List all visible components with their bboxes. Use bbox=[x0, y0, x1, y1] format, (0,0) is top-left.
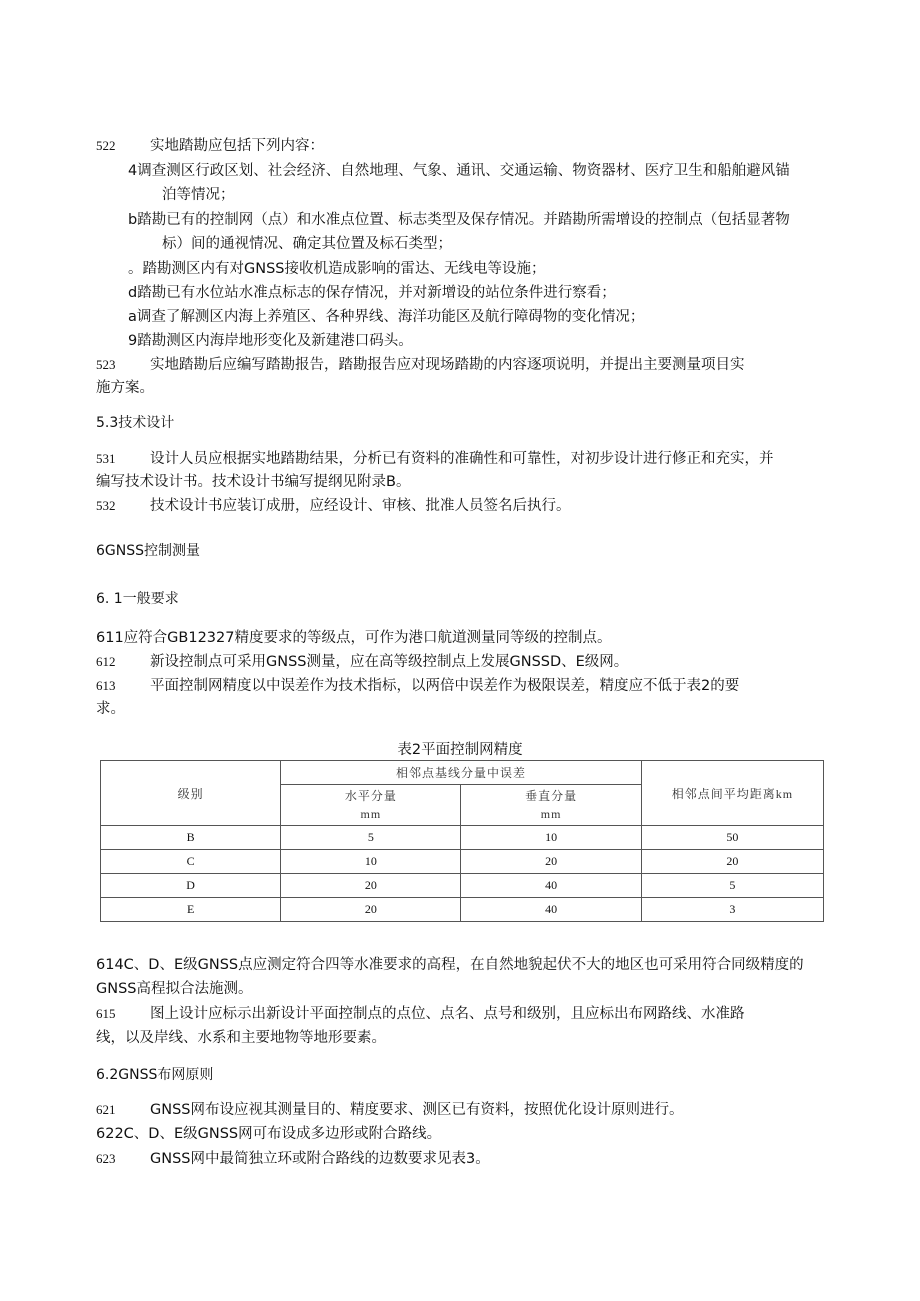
clause-number: 522 bbox=[96, 138, 116, 153]
clause-613-cont: 求。 bbox=[96, 701, 125, 717]
clause-text: GNSS网中最简独立环或附合路线的边数要求见表3。 bbox=[150, 1151, 490, 1167]
cell-horizontal: 20 bbox=[281, 898, 461, 922]
cell-level: B bbox=[101, 826, 281, 850]
clause-623 bbox=[96, 1149, 490, 1169]
cell-horizontal: 10 bbox=[281, 850, 461, 874]
cell-horizontal: 5 bbox=[281, 826, 461, 850]
cell-vertical: 40 bbox=[461, 874, 641, 898]
cell-distance: 5 bbox=[641, 874, 823, 898]
cell-distance: 3 bbox=[641, 898, 823, 922]
item-b-line1: b踏勘已有的控制网（点）和水准点位置、标志类型及保存情况。并踏勘所需增设的控制点（包括显著物 bbox=[128, 212, 790, 228]
clause-text: 实地踏勘后应编写踏勘报告，踏勘报告应对现场踏勘的内容逐项说明，并提出主要测量项目实 bbox=[150, 357, 745, 373]
header-horizontal-label: 水平分量 bbox=[344, 789, 397, 803]
item-a-line1: 4调查测区行政区划、社会经济、自然地理、气象、通讯、交通运输、物资器材、医疗卫生和船舶避风锚 bbox=[128, 163, 790, 179]
table-row bbox=[101, 826, 824, 850]
clause-text: 设计人员应根据实地踏勘结果，分析已有资料的准确性和可靠性，对初步设计进行修正和充实，并 bbox=[150, 451, 774, 467]
cell-distance: 20 bbox=[641, 850, 823, 874]
clause-523-cont: 施方案。 bbox=[96, 380, 154, 396]
section-heading-6-2: 6.2GNSS布网原则 bbox=[96, 1067, 214, 1083]
item-a-line2: 泊等情况； bbox=[162, 187, 235, 203]
clause-611: 611应符合GB12327精度要求的等级点，可作为港口航道测量同等级的控制点。 bbox=[96, 630, 612, 646]
clause-number: 612 bbox=[96, 654, 116, 669]
chapter-heading-6: 6GNSS控制测量 bbox=[96, 543, 201, 559]
table-row bbox=[101, 850, 824, 874]
header-horizontal bbox=[281, 785, 461, 826]
clause-522 bbox=[96, 136, 324, 156]
clause-number: 621 bbox=[96, 1102, 116, 1117]
precision-table bbox=[100, 760, 824, 922]
item-e: a调查了解测区内海上养殖区、各种界线、海洋功能区及航行障碍物的变化情况； bbox=[128, 309, 645, 325]
clause-number: 615 bbox=[96, 1006, 116, 1021]
clause-621 bbox=[96, 1100, 684, 1120]
table-row bbox=[101, 874, 824, 898]
clause-text: GNSS网布设应视其测量目的、精度要求、测区已有资料，按照优化设计原则进行。 bbox=[150, 1102, 684, 1118]
cell-level: C bbox=[101, 850, 281, 874]
item-c: 。踏勘测区内有对GNSS接收机造成影响的雷达、无线电等设施； bbox=[128, 261, 546, 277]
clause-text: 图上设计应标示出新设计平面控制点的点位、点名、点号和级别，且应标出布网路线、水准路 bbox=[150, 1006, 745, 1022]
table-row bbox=[101, 898, 824, 922]
header-vertical-label: 垂直分量 bbox=[525, 789, 578, 803]
clause-532 bbox=[96, 496, 571, 516]
clause-612 bbox=[96, 652, 628, 672]
cell-horizontal: 20 bbox=[281, 874, 461, 898]
clause-523 bbox=[96, 355, 745, 375]
cell-vertical: 10 bbox=[461, 826, 641, 850]
table-caption: 表2平面控制网精度 bbox=[397, 742, 523, 758]
clause-text: 技术设计书应装订成册，应经设计、审核、批准人员签名后执行。 bbox=[150, 498, 571, 514]
cell-distance: 50 bbox=[641, 826, 823, 850]
clause-614: 614C、D、E级GNSS点应测定符合四等水准要求的高程，在自然地貌起伏不大的地区也可采用符合同级精度的 bbox=[96, 957, 804, 973]
clause-number: 623 bbox=[96, 1151, 116, 1166]
clause-number: 523 bbox=[96, 357, 116, 372]
item-b-line2: 标）间的通视情况、确定其位置及标石类型； bbox=[162, 236, 452, 252]
header-horizontal-unit: mm bbox=[360, 807, 382, 821]
clause-number: 532 bbox=[96, 498, 116, 513]
clause-text: 平面控制网精度以中误差作为技术指标，以两倍中误差作为极限误差，精度应不低于表2的要 bbox=[150, 678, 740, 694]
clause-615-cont: 线，以及岸线、水系和主要地物等地形要素。 bbox=[96, 1030, 386, 1046]
cell-level: D bbox=[101, 874, 281, 898]
clause-531-cont: 编写技术设计书。技术设计书编写提纲见附录B。 bbox=[96, 474, 411, 490]
item-d: d踏勘已有水位站水准点标志的保存情况，并对新增设的站位条件进行察看； bbox=[128, 285, 616, 301]
clause-614-cont: GNSS高程拟合法施测。 bbox=[96, 981, 253, 997]
clause-text: 新设控制点可采用GNSS测量，应在高等级控制点上发展GNSSD、E级网。 bbox=[150, 654, 629, 670]
cell-level: E bbox=[101, 898, 281, 922]
clause-615 bbox=[96, 1004, 745, 1024]
cell-vertical: 40 bbox=[461, 898, 641, 922]
header-vertical bbox=[461, 785, 641, 826]
clause-622: 622C、D、E级GNSS网可布设成多边形或附合路线。 bbox=[96, 1126, 442, 1142]
clause-number: 613 bbox=[96, 678, 116, 693]
header-baseline-error: 相邻点基线分量中误差 bbox=[281, 761, 642, 785]
cell-vertical: 20 bbox=[461, 850, 641, 874]
clause-613 bbox=[96, 676, 739, 696]
header-distance: 相邻点间平均距离km bbox=[641, 761, 823, 826]
clause-text: 实地踏勘应包括下列内容： bbox=[150, 138, 324, 154]
header-level: 级别 bbox=[101, 761, 281, 826]
header-vertical-unit: mm bbox=[540, 807, 562, 821]
clause-number: 531 bbox=[96, 451, 116, 466]
section-heading-5-3: 5.3技术设计 bbox=[96, 415, 175, 431]
item-f: 9踏勘测区内海岸地形变化及新建港口码头。 bbox=[128, 333, 413, 349]
clause-531 bbox=[96, 449, 774, 469]
section-heading-6-1: 6. 1一般要求 bbox=[96, 591, 179, 607]
